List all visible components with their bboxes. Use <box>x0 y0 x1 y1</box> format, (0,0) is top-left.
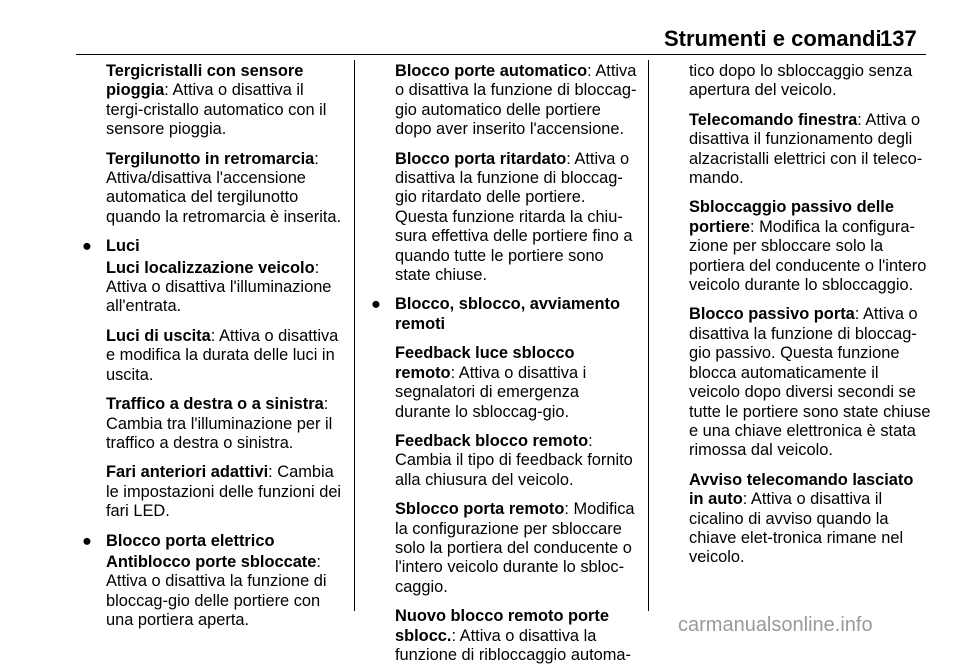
section-heading: Luci <box>106 237 140 256</box>
entry-reverse-rear-wiper <box>106 150 344 228</box>
entry-passive-door-lock <box>689 305 931 460</box>
column-divider-right <box>648 60 649 611</box>
entry-term: Fari anteriori adattivi <box>106 463 269 482</box>
entry-unlocked-door-anti-lockout <box>106 553 344 631</box>
section-heading: Blocco porta elettrico <box>106 531 275 550</box>
entry-text: : Cambia le impostazioni delle funzioni dei fari LED. <box>106 463 342 521</box>
entry-text: : Attiva o disattiva la funzione di bloccag-gio passivo. Questa funzione blocca automaticamente il veicolo dopo diversi secondi se tutte le portiere sono state chiuse e una chiave elettronica è stata rimossa dal veicolo. <box>689 305 931 460</box>
page-header <box>0 20 960 52</box>
bullet-icon: ● <box>371 295 381 314</box>
column-divider-left <box>354 60 355 611</box>
entry-term: Antiblocco porte sbloccate <box>106 552 317 571</box>
entry-continuation <box>689 62 931 101</box>
entry-term: Sbloccaggio passivo delle portiere <box>689 198 894 236</box>
header-rule <box>76 54 926 55</box>
section-power-door-locks <box>82 531 344 551</box>
entry-term: Feedback blocco remoto <box>395 431 589 450</box>
section-title: Strumenti e comandi <box>664 26 882 51</box>
entry-term: Traffico a destra o a sinistra <box>106 395 324 414</box>
entry-term: Luci di uscita <box>106 326 211 345</box>
entry-term: Tergicristalli con sensore pioggia <box>106 62 304 100</box>
entry-term: Feedback luce sblocco remoto <box>395 344 575 382</box>
watermark: carmanualsonline.info <box>678 614 873 636</box>
entry-text: : Attiva o disattiva la funzione di bloccag-gio delle portiere con una portiera aperta. <box>106 552 327 630</box>
entry-term: Blocco porta ritardato <box>395 149 567 168</box>
entry-remote-window <box>689 111 931 189</box>
entry-auto-door-lock <box>395 62 637 140</box>
column-middle <box>371 62 637 665</box>
entry-text: : Attiva o disattiva la funzione di ribloccaggio automa- <box>395 626 631 664</box>
entry-text: : Cambia il tipo di feedback fornito alla chiusura del veicolo. <box>395 431 633 489</box>
section-heading: Blocco, sblocco, avviamento remoti <box>395 295 620 333</box>
entry-text: : Attiva o disattiva il tergi-cristallo automatico con il sensore pioggia. <box>106 81 327 139</box>
entry-term: Sblocco porta remoto <box>395 500 565 519</box>
bullet-icon: ● <box>82 531 92 550</box>
entry-passive-door-unlock <box>689 198 931 295</box>
entry-text: : Attiva o disattiva la funzione di bloccag-gio automatico delle portiere dopo aver inserito l'accensione. <box>395 62 637 139</box>
entry-traffic-side <box>106 395 344 453</box>
entry-delayed-door-lock <box>395 150 637 286</box>
entry-text: : Attiva o disattiva il cicalino di avviso quando la chiave elet-tronica rimane nel veicolo. <box>689 490 904 567</box>
entry-exit-lights <box>106 327 344 385</box>
entry-remote-unlock-light-feedback <box>395 344 637 422</box>
entry-term: Avviso telecomando lasciato in auto <box>689 470 914 509</box>
entry-text: : Attiva o disattiva la funzione di bloccag-gio ritardato delle portiere. Questa funzione ritarda la chiu-sura effettiva delle portiere fino a quando tutte le portiere sono state chiuse. <box>395 149 633 285</box>
entry-term: Tergilunotto in retromarcia <box>106 149 315 168</box>
entry-rain-sensor-wipers <box>106 62 344 140</box>
column-right <box>665 62 931 568</box>
entry-text: : Cambia tra l'illuminazione per il traffico a destra o sinistra. <box>106 395 333 452</box>
entry-term: Nuovo blocco remoto porte sblocc. <box>395 607 609 645</box>
entry-term: Blocco passivo porta <box>689 305 855 324</box>
entry-text: : Modifica la configurazione per sbloccare solo la portiera del conducente o l'intero veicolo durante lo sbloc-caggio. <box>395 500 635 596</box>
entry-term: Blocco porte automatico <box>395 62 588 80</box>
entry-text: : Attiva/disattiva l'accensione automatica del tergilunotto quando la retromarcia è inserita. <box>106 149 342 226</box>
bullet-icon: ● <box>82 237 92 256</box>
entry-remote-left-in-vehicle-alert <box>689 471 931 568</box>
entry-text: : Attiva o disattiva i segnalatori di emergenza durante lo sbloccag-gio. <box>395 363 587 421</box>
column-left <box>82 62 344 631</box>
section-remote-lock-unlock-start <box>371 295 637 334</box>
section-lights <box>82 237 344 256</box>
entry-text: tico dopo lo sbloccaggio senza apertura del veicolo. <box>689 62 913 100</box>
entry-term: Luci localizzazione veicolo <box>106 258 315 277</box>
entry-text: : Modifica la configura-zione per sbloccare solo la portiera del conducente o l'intero veicolo durante lo sbloccaggio. <box>689 217 927 295</box>
entry-adaptive-headlights <box>106 463 344 521</box>
page-number: 137 <box>880 26 917 51</box>
entry-remote-lock-feedback <box>395 432 637 490</box>
entry-text: : Attiva o disattiva l'illuminazione all'entrata. <box>106 258 332 316</box>
entry-text: : Attiva o disattiva e modifica la durata delle luci in uscita. <box>106 326 339 384</box>
entry-text: : Attiva o disattiva il funzionamento degli alzacristalli elettrici con il teleco-mando. <box>689 110 923 188</box>
entry-remote-door-unlock <box>395 500 637 597</box>
entry-term: Telecomando finestra <box>689 110 858 129</box>
entry-remote-relock <box>395 607 637 665</box>
entry-vehicle-locator-lights <box>106 259 344 317</box>
